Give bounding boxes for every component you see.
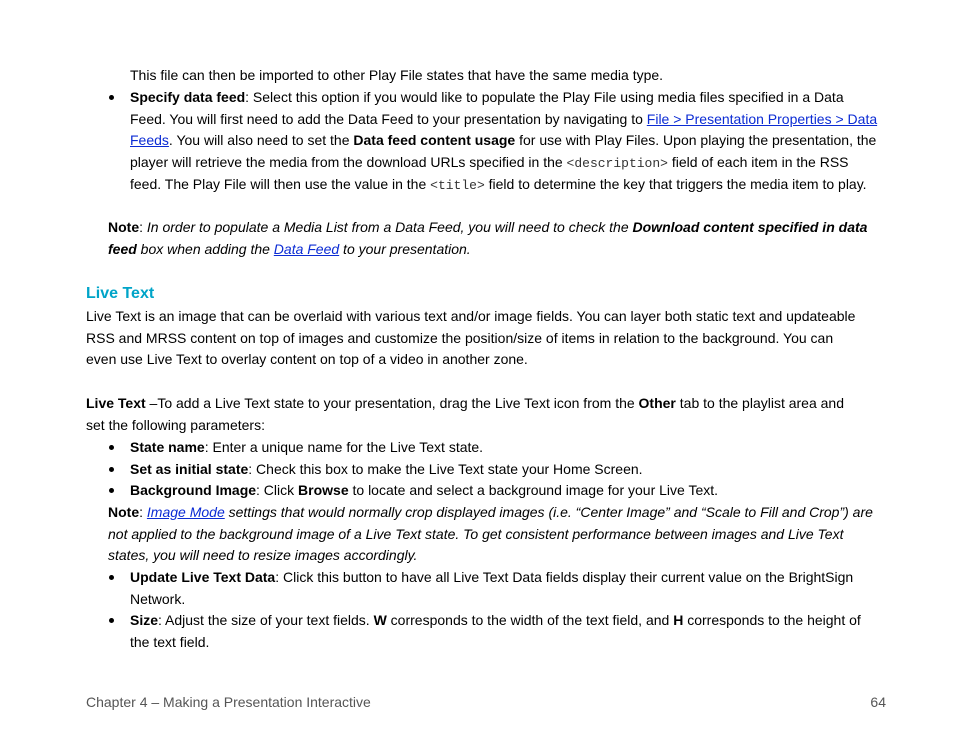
list-item: Background Image: Click Browse to locate and select a background image for your Live Text. (108, 480, 883, 502)
feed-bullet-list (108, 87, 883, 197)
list-item: Specify data feed: Select this option if you would like to populate the Play File using media files specified in a Data Feed. You will first need to add the Data Feed to your presentation by navigating to File > Presentation Properties > Data Feeds. You will also need to set the Data feed content usage for use with Play Files. Upon playing the presentation, the player will retrieve the media from the download URLs specified in the <description> field of each item in the RSS feed. The Play File will then use the value in the <title> field to determine the key that triggers the media item to play. (108, 87, 883, 197)
data-feed-link[interactable]: Data Feed (273, 240, 340, 257)
live-text-description: Live Text is an image that can be overlaid with various text and/or image fields. You can layer both static text and updateable RSS and MRSS content on top of images and customize the position/size of items in relation to the background. You can even use Live Text to overlay content on top of a video in another zone. (86, 308, 856, 368)
list-item: State name: Enter a unique name for the Live Text state. (108, 437, 883, 459)
note-data-feed: Note: In order to populate a Media List from a Data Feed, you will need to check the Download content specified in data feed box when adding the Data Feed to your presentation. (108, 219, 868, 257)
section-heading: Live Text (86, 285, 155, 302)
list-item: Set as initial state: Check this box to make the Live Text state your Home Screen. (108, 459, 883, 481)
list-item: Update Live Text Data: Click this button to have all Live Text Data fields display their current value on the BrightSign Network. (108, 567, 883, 610)
note-image-mode: Note: Image Mode settings that would normally crop displayed images (i.e. “Center Image” and “Scale to Fill and Crop”) are not applied to the background image of a Live Text state. To get consistent performance between images and Live Text states, you will need to resize images accordingly. (108, 504, 873, 564)
intro-text: This file can then be imported to other Play File states that have the same media type. (130, 67, 664, 83)
list-item: Size: Adjust the size of your text fields. W corresponds to the width of the text field, and H corresponds to the height of the text field. (108, 610, 883, 653)
live-text-instructions: Live Text –To add a Live Text state to your presentation, drag the Live Text icon from the Other tab to the playlist area and set the following parameters: (86, 395, 844, 433)
parameter-list-continued (108, 567, 883, 653)
parameter-list (108, 437, 883, 502)
description-code: <description> (566, 155, 668, 171)
title-code: <title> (430, 178, 485, 194)
footer-chapter: Chapter 4 – Making a Presentation Interactive (86, 694, 371, 710)
presentation-properties-link[interactable]: File > Presentation Properties > Data Feeds (130, 110, 878, 149)
footer-page-number: 64 (870, 694, 886, 710)
image-mode-link[interactable]: Image Mode (146, 504, 225, 520)
